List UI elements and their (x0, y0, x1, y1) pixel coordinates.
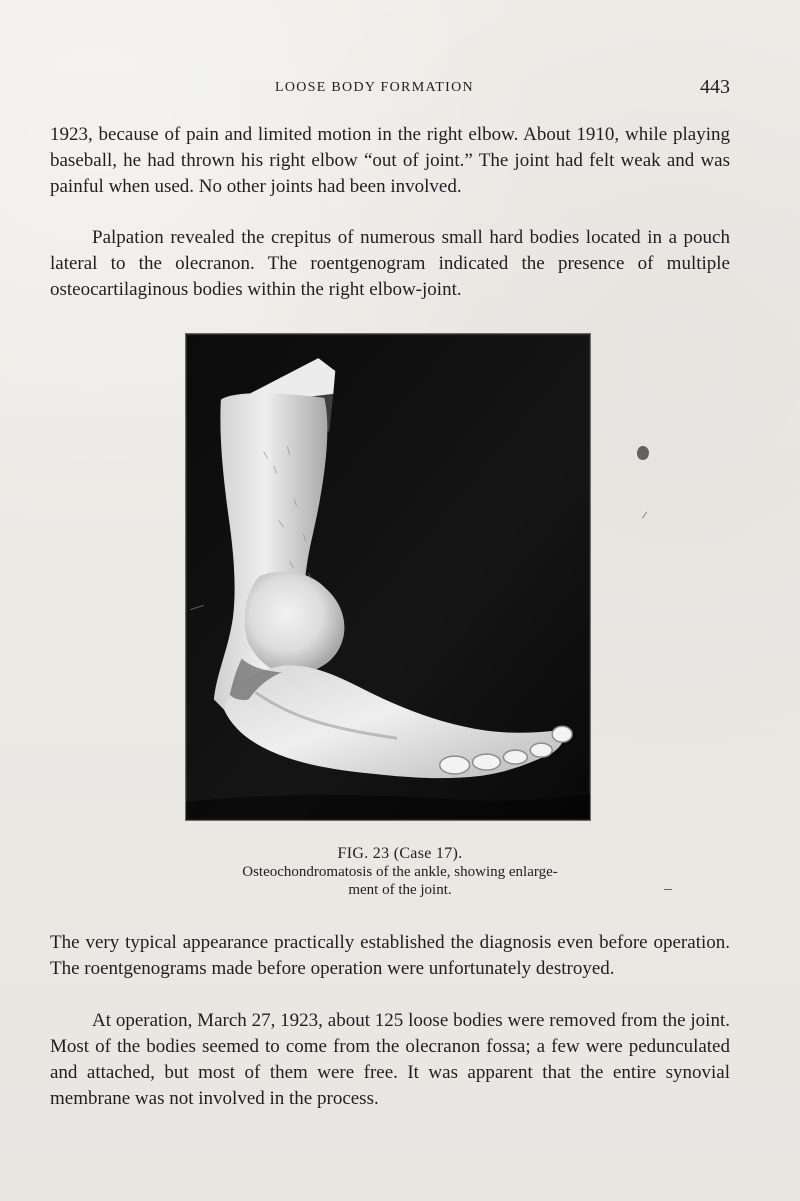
running-title: LOOSE BODY FORMATION (275, 80, 474, 95)
caption-title: FIG. 23 (Case 17). (337, 845, 463, 862)
figure-caption (170, 845, 630, 899)
page-number: 443 (700, 76, 730, 98)
caption-line-2: ment of the joint. (348, 882, 452, 898)
running-head (0, 76, 800, 104)
page-speck (636, 445, 651, 461)
ankle-photo-figure (185, 333, 591, 821)
paragraph-history: 1923, because of pain and limited motion in the right elbow. About 1910, while playing baseball, he had thrown his right elbow “out of joint.” The joint had felt weak and was painful when used. No other joints had been involved. (50, 124, 730, 197)
paragraph-operation: At operation, March 27, 1923, about 125 loose bodies were removed from the joint. Most of the bodies seemed to come from the olecranon fossa; a few were pedunculated and attached, but most of them were free. It was apparent that the entire synovial membrane was not involved in the process. (50, 1010, 730, 1109)
caption-line-1: Osteochondromatosis of the ankle, showing enlarge- (242, 864, 558, 880)
paragraph-palpation: Palpation revealed the crepitus of numerous small hard bodies located in a pouch lateral to the olecranon. The roentgenogram indicated the presence of multiple osteocartilaginous bodies within the right elbow-joint. (50, 227, 730, 300)
paragraph-diagnosis: The very typical appearance practically established the diagnosis even before operation. The roentgenograms made before operation were unfortunately destroyed. (50, 932, 730, 979)
page-mark (664, 889, 672, 890)
page-mark (642, 511, 647, 518)
ankle-photo (186, 334, 590, 820)
